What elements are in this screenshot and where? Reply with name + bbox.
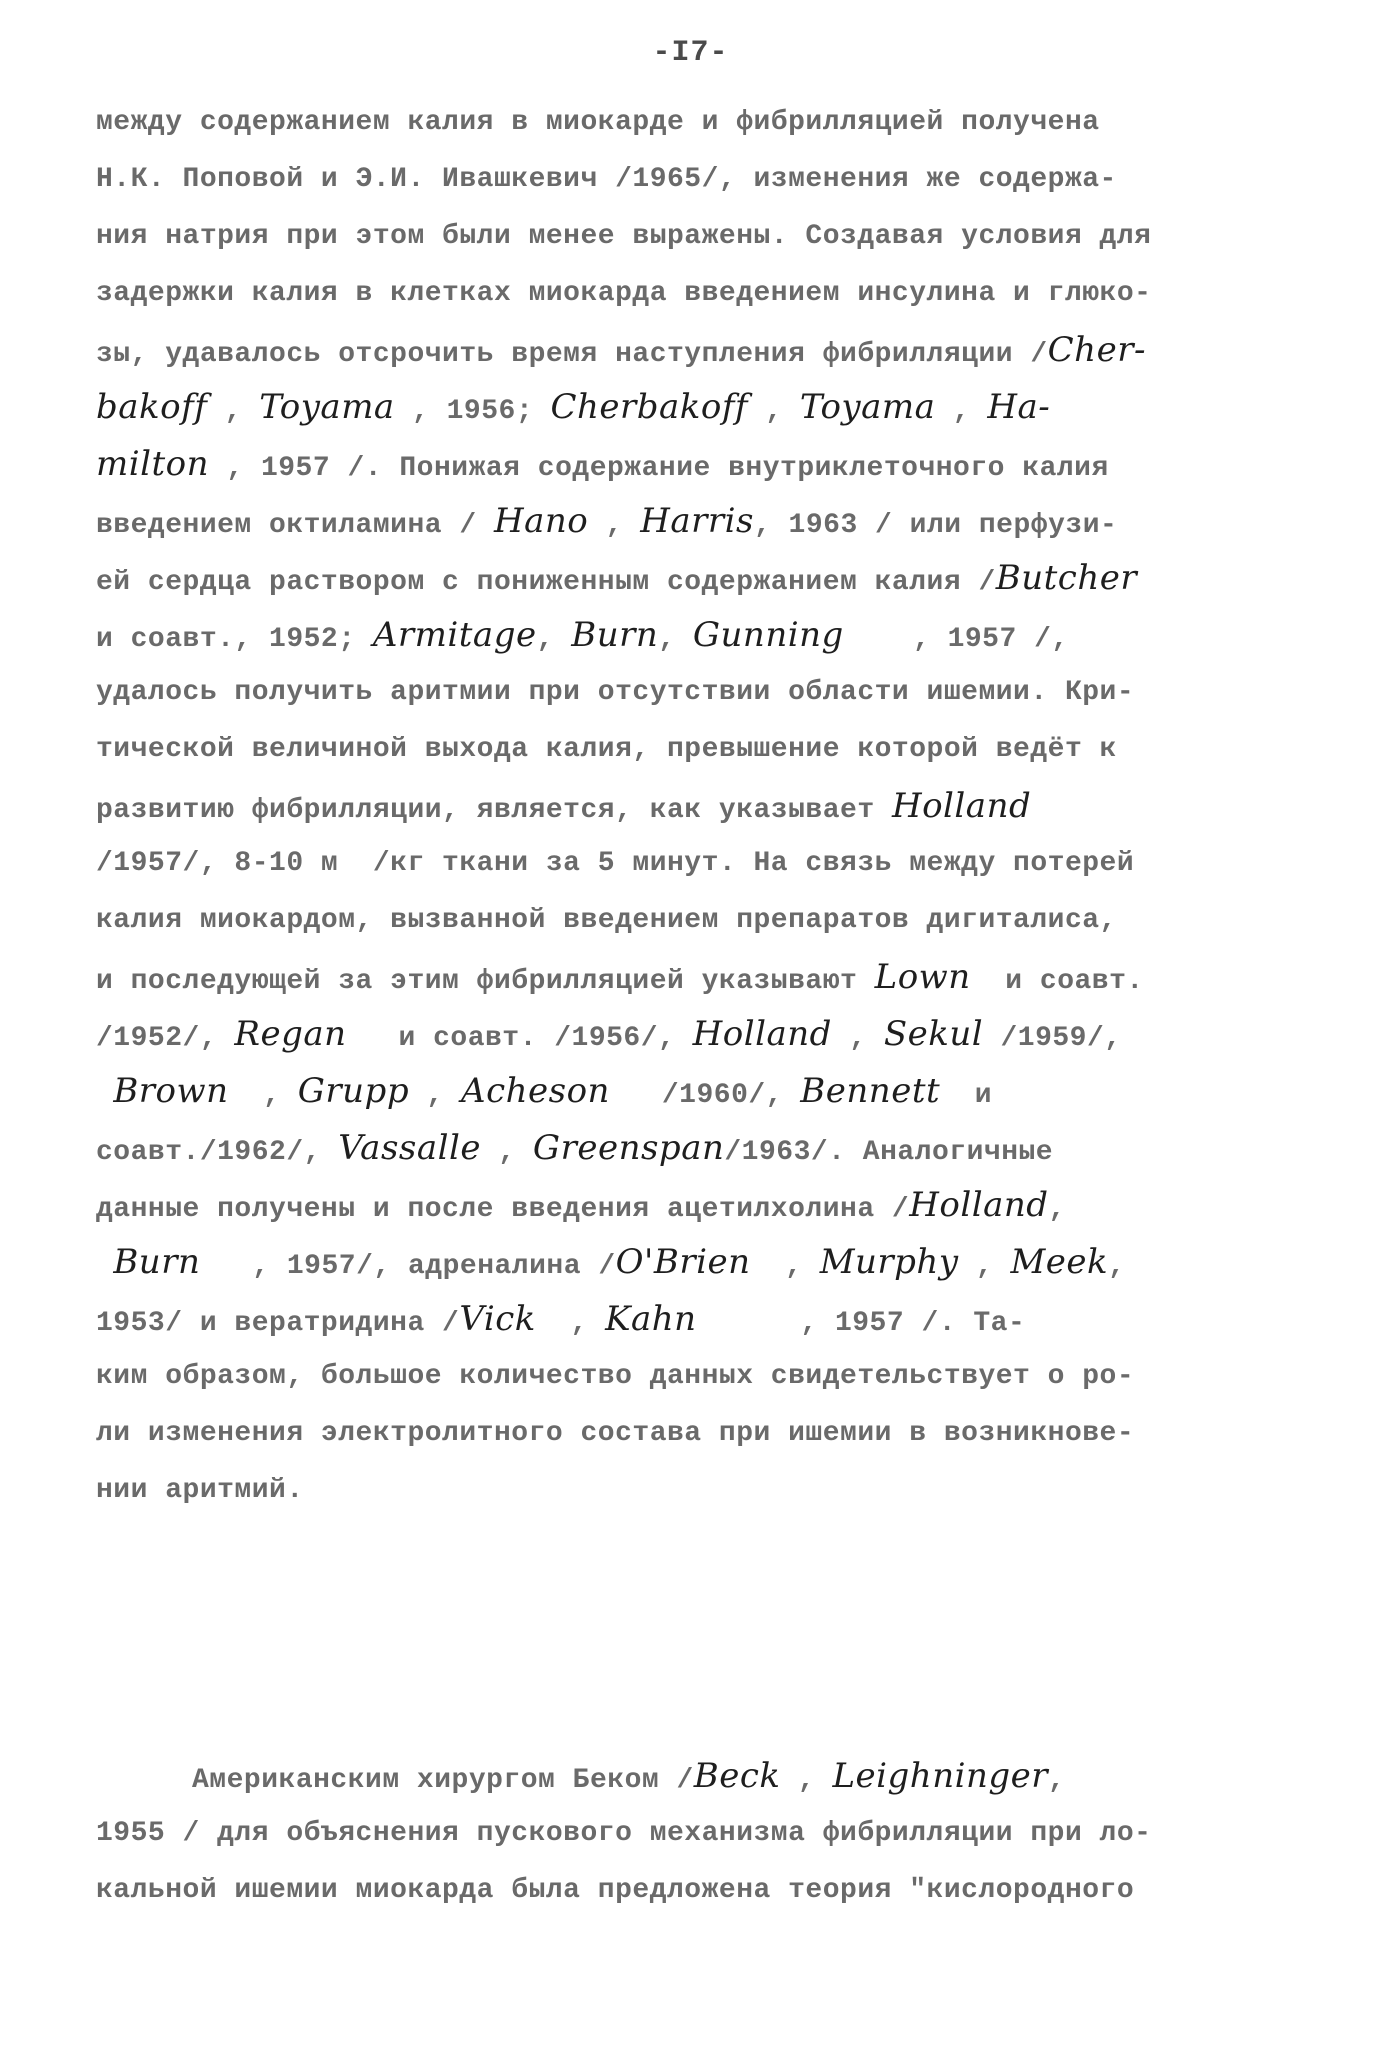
typed-text: и соавт.	[970, 966, 1144, 997]
typed-text: и соавт., 1952;	[96, 624, 373, 655]
typed-text: ей сердца раствором с пониженным содержанием калия /	[96, 567, 996, 598]
typed-text: /1952/,	[96, 1023, 235, 1054]
handwritten-name: Burn	[113, 1242, 201, 1282]
handwritten-name: Cherbakoff	[550, 387, 748, 427]
typed-text: , 1957 /. Та-	[696, 1308, 1026, 1339]
handwritten-name: Holland	[891, 786, 1032, 826]
typed-text: ,	[748, 396, 800, 427]
text-line	[96, 151, 1306, 208]
handwritten-name: Vick	[459, 1299, 536, 1339]
text-line	[96, 664, 1306, 721]
typed-text: 1953/ и вератридина /	[96, 1308, 460, 1339]
handwritten-name: Greenspan	[532, 1128, 725, 1168]
typed-text: ,	[409, 1080, 462, 1111]
typed-text: ,	[535, 1308, 606, 1339]
typed-text: ,	[958, 1251, 1011, 1282]
paragraph-1	[96, 94, 1306, 1519]
handwritten-name: Hano	[493, 501, 589, 541]
typed-text: кальной ишемии миокарда была предложена теория "кислородного	[96, 1875, 1135, 1906]
typed-text: /1960/,	[609, 1080, 801, 1111]
typed-text: удалось получить аритмии при отсутствии области ишемии. Кри-	[96, 677, 1135, 708]
typed-text: ,	[935, 396, 988, 427]
typed-text: , 1957/, адреналина /	[200, 1251, 616, 1282]
typed-text: ,	[780, 1765, 833, 1796]
text-line	[96, 493, 1306, 550]
handwritten-name: Leighninger	[832, 1756, 1049, 1796]
paragraph-2	[96, 1748, 1306, 1919]
handwritten-name: Vassalle	[338, 1128, 481, 1168]
text-line	[96, 1177, 1306, 1234]
text-line	[96, 94, 1306, 151]
typed-text: и	[940, 1080, 993, 1111]
text-line	[96, 1805, 1306, 1862]
handwritten-name: Burn	[571, 615, 659, 655]
page-number: -I7-	[652, 36, 729, 70]
handwritten-name: Harris	[640, 501, 754, 541]
typed-text: , 1963 / или перфузи-	[753, 510, 1118, 541]
text-line	[96, 949, 1306, 1006]
typed-text: введением октиламина /	[96, 510, 494, 541]
typed-text: нии аритмий.	[96, 1475, 304, 1506]
text-line	[96, 1234, 1306, 1291]
handwritten-name: Gunning	[692, 615, 844, 655]
handwritten-name: Toyama	[799, 387, 936, 427]
typed-text: калия миокардом, вызванной введением препаратов дигиталиса,	[96, 905, 1117, 936]
handwritten-name: Bennett	[800, 1071, 941, 1111]
handwritten-name: Regan	[234, 1014, 347, 1054]
typed-text: /1957/, 8-10 м /кг ткани за 5 минут. На связь между потерей	[96, 848, 1135, 879]
typed-text: ким образом, большое количество данных свидетельствует о ро-	[96, 1361, 1135, 1392]
typed-text: развитию фибрилляции, является, как указывает	[96, 795, 892, 826]
typed-text: ,	[228, 1080, 298, 1111]
typed-text: ,	[658, 624, 693, 655]
text-line	[96, 1291, 1306, 1348]
handwritten-name: Murphy	[819, 1242, 959, 1282]
handwritten-name: Beck	[693, 1756, 781, 1796]
typed-text: ,	[588, 510, 641, 541]
text-line	[96, 1120, 1306, 1177]
typed-text: ,	[536, 624, 572, 655]
text-line	[96, 1862, 1306, 1919]
handwritten-name: Holland	[909, 1185, 1049, 1225]
typed-text: ,	[1108, 1251, 1126, 1282]
typed-text: /1959/,	[983, 1023, 1122, 1054]
typed-text: Н.К. Поповой и Э.И. Ивашкевич /1965/, изменения же содержа-	[96, 164, 1117, 195]
typed-text: ,	[1048, 1765, 1066, 1796]
text-line	[96, 322, 1306, 379]
typed-text: , 1957 /,	[843, 624, 1069, 655]
typed-text: /1963/. Аналогичные	[724, 1137, 1054, 1168]
text-line	[96, 1348, 1306, 1405]
typed-text: ,	[481, 1137, 533, 1168]
typed-text: , 1957 /. Понижая содержание внутриклеточного калия	[209, 453, 1109, 484]
text-line	[96, 379, 1306, 436]
handwritten-name: Cher-	[1047, 330, 1146, 370]
typed-text: тической величиной выхода калия, превышение которой ведёт к	[96, 734, 1117, 765]
text-line	[96, 265, 1306, 322]
handwritten-name: Grupp	[297, 1071, 410, 1111]
text-line	[96, 835, 1306, 892]
text-line	[96, 892, 1306, 949]
handwritten-name: O'Brien	[615, 1242, 751, 1282]
text-line	[96, 550, 1306, 607]
typed-text: задержки калия в клетках миокарда введением инсулина и глюко-	[96, 278, 1152, 309]
typed-text: Американским хирургом Беком /	[192, 1765, 694, 1796]
handwritten-name: Meek	[1010, 1242, 1109, 1282]
handwritten-name: Brown	[113, 1071, 229, 1111]
handwritten-name: Sekul	[883, 1014, 984, 1054]
text-line	[96, 1006, 1306, 1063]
handwritten-name: Acheson	[461, 1071, 610, 1111]
typed-text: ния натрия при этом были менее выражены. Создавая условия для	[96, 221, 1152, 252]
handwritten-name: Butcher	[995, 558, 1138, 598]
typed-text: и соавт. /1956/,	[346, 1023, 693, 1054]
handwritten-name: Armitage	[372, 615, 537, 655]
typed-text	[96, 1080, 113, 1111]
typed-text: ,	[207, 396, 260, 427]
typed-text: , 1956;	[394, 396, 551, 427]
handwritten-name: bakoff	[96, 387, 208, 427]
text-line	[96, 778, 1306, 835]
typed-text: 1955 / для объяснения пускового механизма фибрилляции при ло-	[96, 1818, 1152, 1849]
handwritten-name: milton	[96, 444, 210, 484]
typed-text: зы, удавалось отсрочить время наступления фибрилляции /	[96, 339, 1048, 370]
typed-text: ,	[750, 1251, 820, 1282]
typed-text: ли изменения электролитного состава при ишемии в возникнове-	[96, 1418, 1135, 1449]
typed-text: и последующей за этим фибрилляцией указывают	[96, 966, 875, 997]
handwritten-name: Lown	[874, 957, 971, 997]
text-line	[96, 436, 1306, 493]
typed-text	[96, 1251, 113, 1282]
handwritten-name: Kahn	[605, 1299, 697, 1339]
typed-text: данные получены и после введения ацетилхолина /	[96, 1194, 910, 1225]
text-line	[96, 1462, 1306, 1519]
text-line	[96, 208, 1306, 265]
text-line	[96, 721, 1306, 778]
text-line	[96, 1405, 1306, 1462]
text-line	[96, 1748, 1306, 1805]
typed-text: между содержанием калия в миокарде и фибрилляцией получена	[96, 107, 1100, 138]
typed-text: ,	[1048, 1194, 1066, 1225]
handwritten-name: Ha-	[987, 387, 1051, 427]
text-line	[96, 607, 1306, 664]
handwritten-name: Holland	[692, 1014, 832, 1054]
typed-text: ,	[831, 1023, 884, 1054]
handwritten-name: Toyama	[259, 387, 395, 427]
text-line	[96, 1063, 1306, 1120]
typed-text: соавт./1962/,	[96, 1137, 339, 1168]
